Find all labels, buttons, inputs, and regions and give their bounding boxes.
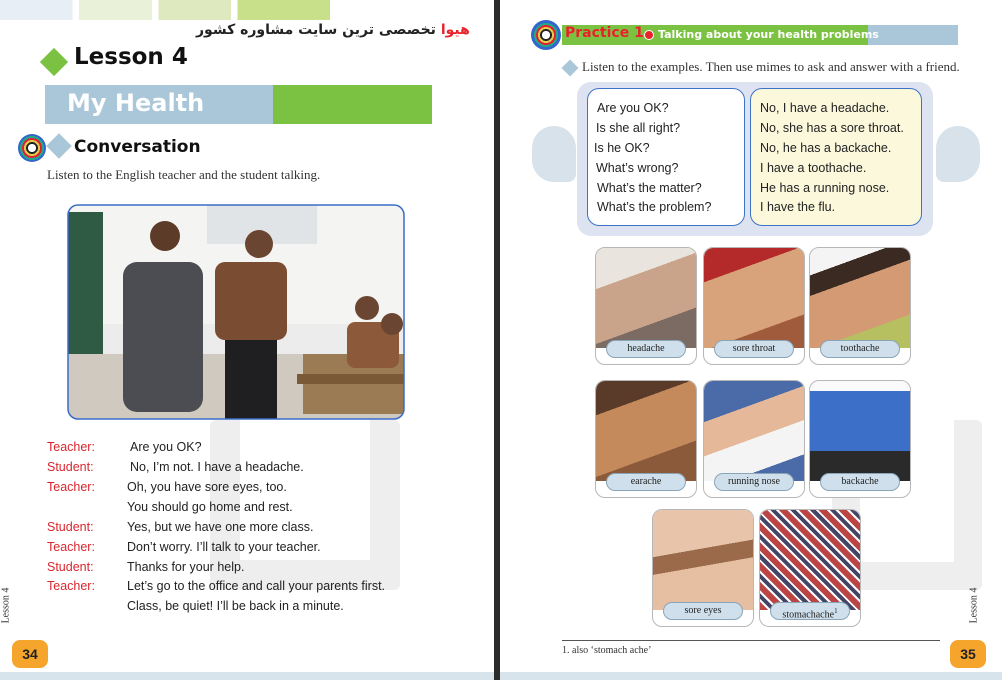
page-number: 34 bbox=[12, 640, 48, 668]
ailment-card-earache[interactable] bbox=[595, 380, 697, 498]
ailment-card-headache[interactable] bbox=[595, 247, 697, 365]
conversation-instruction: Listen to the English teacher and the student talking. bbox=[47, 167, 321, 182]
left-page bbox=[0, 0, 494, 680]
dialogue-text: Are you OK? bbox=[130, 440, 202, 454]
answer-text: No, she has a sore throat. bbox=[760, 121, 904, 135]
question-text: Is he OK? bbox=[594, 141, 650, 155]
ailment-label: running nose bbox=[714, 473, 794, 491]
ailment-label: sore eyes bbox=[663, 602, 743, 620]
toothache-photo bbox=[810, 248, 911, 348]
classroom-photo bbox=[67, 204, 405, 420]
page-number: 35 bbox=[950, 640, 986, 668]
answer-text: I have a toothache. bbox=[760, 161, 867, 175]
ailment-label: headache bbox=[606, 340, 686, 358]
speaker-label: Student: bbox=[47, 460, 94, 474]
ailment-card-sore-throat[interactable] bbox=[703, 247, 805, 365]
brand-banner bbox=[196, 22, 470, 38]
question-text: What’s the problem? bbox=[597, 200, 712, 214]
speaker-label: Student: bbox=[47, 520, 94, 534]
dialogue-text: Let’s go to the office and call your parents first. bbox=[127, 579, 386, 593]
backache-photo bbox=[810, 381, 911, 481]
head-silhouette-right bbox=[936, 126, 980, 182]
headache-photo bbox=[596, 248, 697, 348]
speech-bubble-icon bbox=[644, 30, 654, 40]
footnote-rule bbox=[562, 640, 940, 641]
ailment-card-sore-eyes[interactable] bbox=[652, 509, 754, 627]
ailment-label-text: stomachache bbox=[782, 609, 835, 621]
practice-instruction: Listen to the examples. Then use mimes to ask and answer with a friend. bbox=[582, 59, 960, 74]
dialogue-text: Thanks for your help. bbox=[127, 560, 245, 574]
dialogue-text: Oh, you have sore eyes, too. bbox=[127, 480, 287, 494]
ailment-card-running-nose[interactable] bbox=[703, 380, 805, 498]
question-text: What’s the matter? bbox=[597, 181, 702, 195]
brand-highlight: هیوا bbox=[440, 22, 470, 38]
side-lesson-label: Lesson 4 bbox=[0, 587, 12, 624]
dialogue-text: Yes, but we have one more class. bbox=[127, 520, 314, 534]
speaker-label: Student: bbox=[47, 560, 94, 574]
head-silhouette-left bbox=[532, 126, 576, 182]
answer-text: No, I have a headache. bbox=[760, 101, 890, 115]
dialogue-text: No, I’m not. I have a headache. bbox=[130, 460, 304, 474]
right-page bbox=[500, 0, 1002, 680]
footnote: 1. also ‘stomach ache’ bbox=[562, 645, 652, 656]
question-text: Are you OK? bbox=[597, 101, 669, 115]
dialogue-text: You should go home and rest. bbox=[127, 500, 293, 514]
side-lesson-label: Lesson 4 bbox=[968, 587, 980, 624]
lesson-title: Lesson 4 bbox=[74, 44, 188, 70]
practice-subtitle: Talking about your health problems bbox=[658, 28, 879, 41]
section-diamond-icon bbox=[46, 133, 71, 158]
answer-text: No, he has a backache. bbox=[760, 141, 892, 155]
section-title: Conversation bbox=[74, 137, 201, 157]
dialogue-text: Don’t worry. I’ll talk to your teacher. bbox=[127, 540, 321, 554]
running-nose-photo bbox=[704, 381, 805, 481]
dialogue-text: Class, be quiet! I’ll be back in a minute. bbox=[127, 599, 344, 613]
footer-bar bbox=[0, 672, 494, 680]
answer-text: I have the flu. bbox=[760, 200, 836, 214]
unit-title-accent bbox=[273, 85, 432, 124]
audio-disc-icon[interactable] bbox=[531, 20, 561, 50]
ailment-label: sore throat bbox=[714, 340, 794, 358]
stomachache-photo bbox=[760, 510, 861, 610]
brand-rest: تخصصی ترین سایت مشاوره کشور bbox=[196, 22, 436, 38]
sore-eyes-photo bbox=[653, 510, 754, 610]
ailment-label: earache bbox=[606, 473, 686, 491]
ailment-card-stomachache[interactable] bbox=[759, 509, 861, 627]
audio-disc-icon[interactable] bbox=[18, 134, 46, 162]
speaker-label: Teacher: bbox=[47, 480, 95, 494]
ailment-label: toothache bbox=[820, 340, 900, 358]
practice-label: Practice 1 bbox=[565, 25, 644, 41]
question-text: What’s wrong? bbox=[596, 161, 679, 175]
ailment-card-toothache[interactable] bbox=[809, 247, 911, 365]
question-text: Is she all right? bbox=[596, 121, 681, 135]
answer-text: He has a running nose. bbox=[760, 181, 890, 195]
instruction-diamond-icon bbox=[562, 60, 579, 77]
top-decorative-stripes bbox=[0, 0, 330, 20]
speaker-label: Teacher: bbox=[47, 540, 95, 554]
earache-photo bbox=[596, 381, 697, 481]
ailment-label: backache bbox=[820, 473, 900, 491]
ailment-label bbox=[770, 602, 850, 620]
sore-throat-photo bbox=[704, 248, 805, 348]
practice-banner-tail bbox=[868, 25, 958, 45]
footnote-marker: 1 bbox=[834, 607, 838, 615]
footer-bar bbox=[500, 672, 1002, 680]
speaker-label: Teacher: bbox=[47, 579, 95, 593]
speaker-label: Teacher: bbox=[47, 440, 95, 454]
ailment-card-backache[interactable] bbox=[809, 380, 911, 498]
unit-title: My Health bbox=[67, 89, 205, 117]
lesson-diamond-icon bbox=[40, 48, 68, 76]
